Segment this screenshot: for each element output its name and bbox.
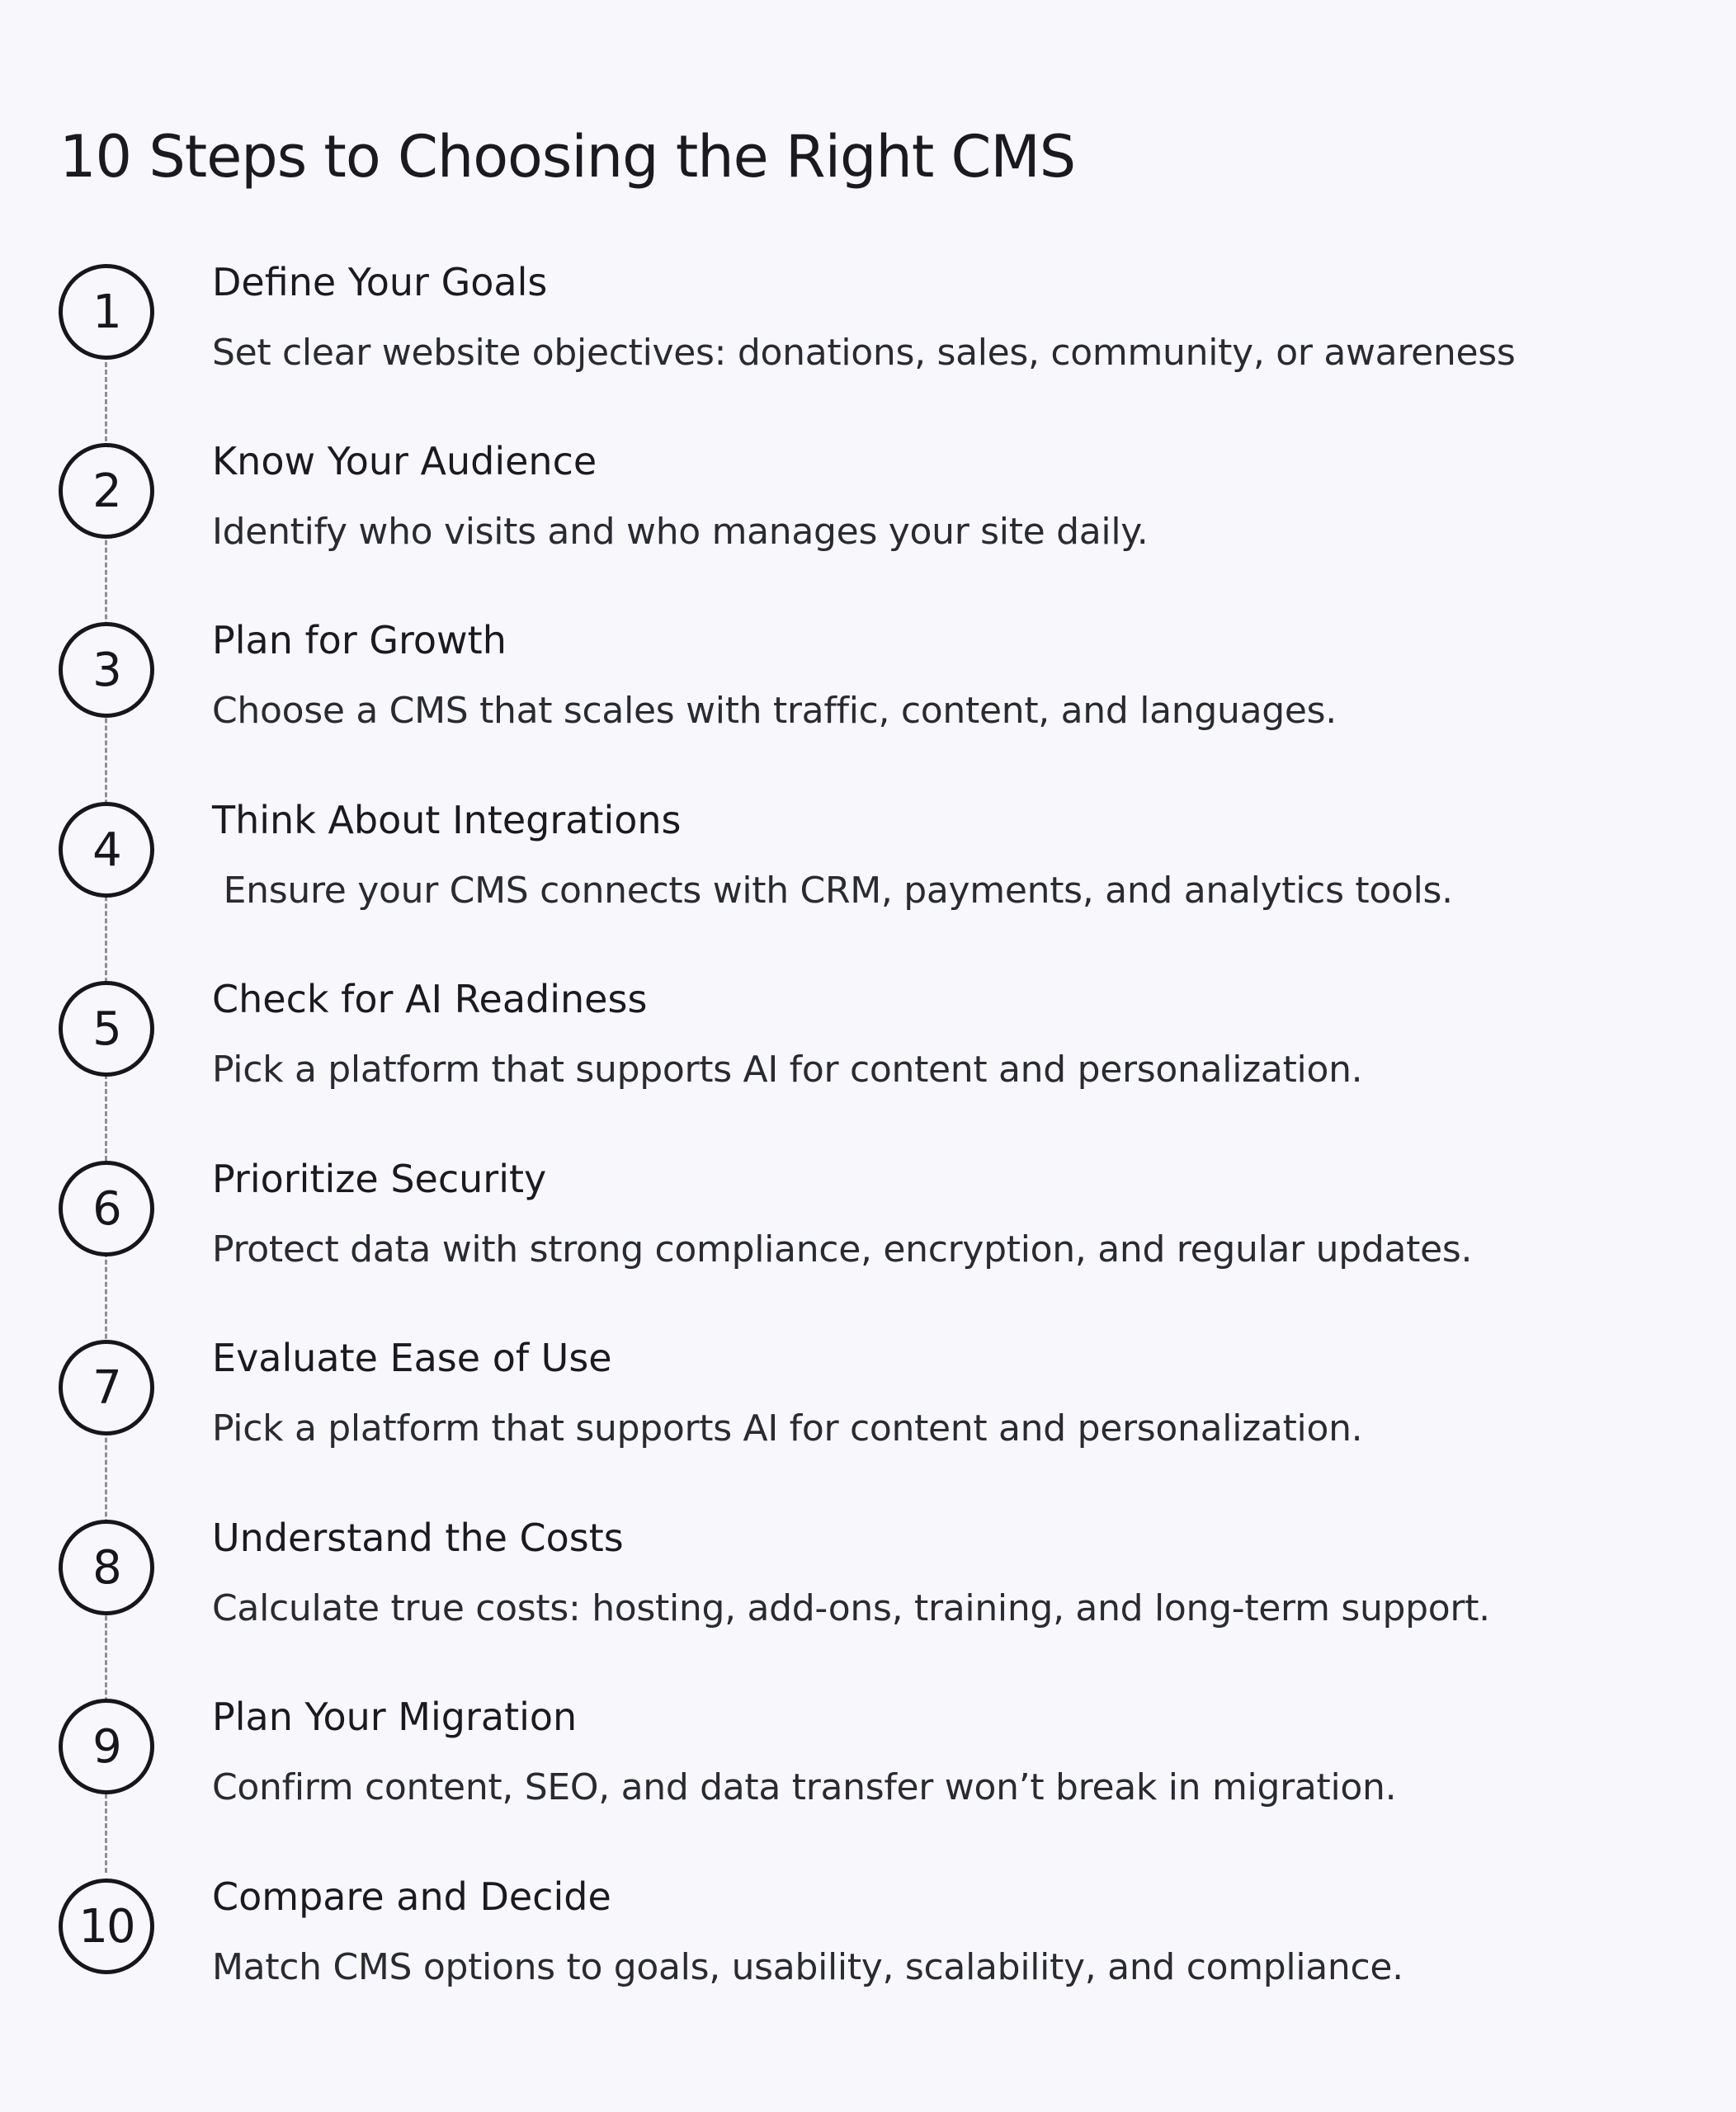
- step-title: Think About Integrations: [212, 798, 682, 842]
- step-description: Identify who visits and who manages your site daily.: [212, 511, 1149, 553]
- step-number-badge: 6: [59, 1161, 154, 1256]
- step-description: Choose a CMS that scales with traffic, content, and languages.: [212, 690, 1337, 732]
- step-title: Know Your Audience: [212, 439, 597, 483]
- step-title: Define Your Goals: [212, 260, 548, 304]
- step-item: [0, 1338, 1736, 1517]
- step-description: Pick a platform that supports AI for content and personalization.: [212, 1049, 1363, 1091]
- step-number-badge: 7: [59, 1340, 154, 1436]
- step-item: [0, 1697, 1736, 1876]
- step-item: [0, 1874, 1736, 2056]
- step-number-badge: 2: [59, 443, 154, 539]
- step-number-badge: 10: [59, 1879, 154, 1974]
- step-number-badge: 5: [59, 981, 154, 1077]
- step-number-badge: 4: [59, 802, 154, 898]
- step-description: Pick a platform that supports AI for content and personalization.: [212, 1407, 1363, 1450]
- step-description: Ensure your CMS connects with CRM, payments, and analytics tools.: [212, 870, 1453, 912]
- step-title: Plan for Growth: [212, 618, 507, 662]
- step-description: Confirm content, SEO, and data transfer won’t break in migration.: [212, 1766, 1397, 1808]
- step-title: Check for AI Readiness: [212, 977, 648, 1021]
- step-number-badge: 1: [59, 264, 154, 360]
- step-title: Evaluate Ease of Use: [212, 1336, 612, 1380]
- step-description: Match CMS options to goals, usability, scalability, and compliance.: [212, 1946, 1403, 1988]
- step-title: Compare and Decide: [212, 1874, 611, 1919]
- step-number-badge: 3: [59, 622, 154, 718]
- step-item: [0, 1159, 1736, 1338]
- step-item: [0, 620, 1736, 799]
- step-title: Plan Your Migration: [212, 1695, 578, 1739]
- step-description: Set clear website objectives: donations, sales, community, or awareness: [212, 332, 1516, 374]
- step-item: [0, 262, 1736, 441]
- step-item: [0, 441, 1736, 620]
- step-number-badge: 9: [59, 1699, 154, 1794]
- step-item: [0, 800, 1736, 979]
- step-item: [0, 1518, 1736, 1697]
- page-title: 10 Steps to Choosing the Right CMS: [59, 123, 1076, 191]
- step-title: Understand the Costs: [212, 1516, 624, 1560]
- step-description: Protect data with strong compliance, encryption, and regular updates.: [212, 1228, 1473, 1270]
- step-item: [0, 979, 1736, 1158]
- step-title: Prioritize Security: [212, 1157, 547, 1201]
- step-number-badge: 8: [59, 1520, 154, 1615]
- step-description: Calculate true costs: hosting, add-ons, training, and long-term support.: [212, 1587, 1490, 1629]
